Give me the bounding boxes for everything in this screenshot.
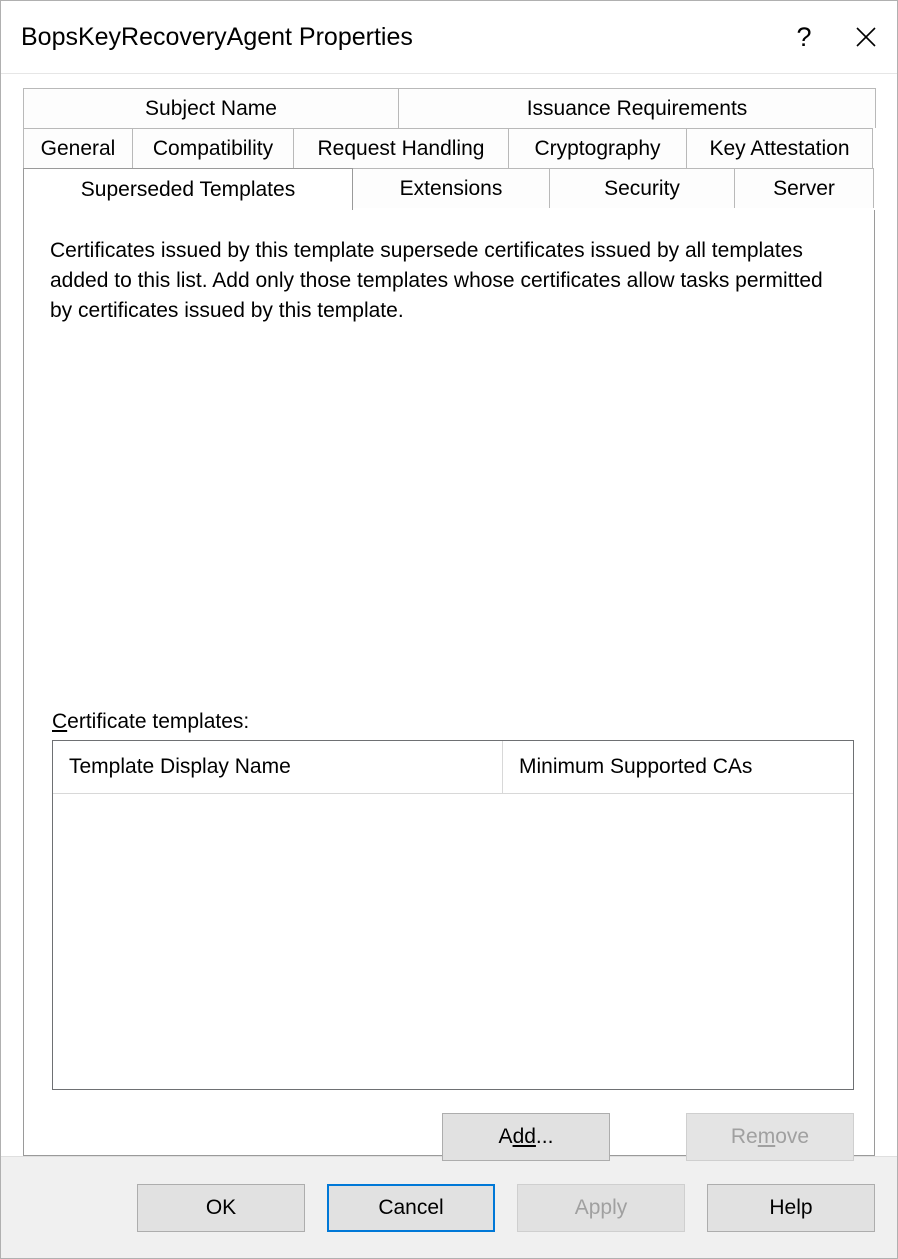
column-header-template-display-name[interactable]: Template Display Name — [53, 741, 503, 793]
help-button[interactable] — [773, 2, 835, 73]
add-button[interactable] — [442, 1113, 610, 1161]
list-header-row — [53, 741, 853, 794]
title-bar — [1, 1, 897, 74]
certificate-templates-label — [52, 710, 249, 734]
column-header-minimum-supported-cas[interactable]: Minimum Supported CAs — [519, 755, 753, 778]
tab-row-1 — [23, 88, 875, 128]
list-body[interactable] — [53, 794, 853, 1090]
tab-subject-name[interactable]: Subject Name — [23, 88, 399, 128]
tab-row-3 — [23, 168, 875, 210]
label-accel-char: C — [52, 710, 68, 733]
cancel-button[interactable]: Cancel — [327, 1184, 495, 1232]
remove-button[interactable] — [686, 1113, 854, 1161]
tab-row-2 — [23, 128, 875, 168]
tab-superseded-templates[interactable]: Superseded Templates — [23, 168, 353, 210]
remove-label-post: ove — [775, 1125, 810, 1148]
tab-extensions[interactable]: Extensions — [352, 168, 550, 208]
tab-cryptography[interactable]: Cryptography — [508, 128, 687, 168]
close-icon — [854, 25, 878, 49]
tab-compatibility[interactable]: Compatibility — [132, 128, 294, 168]
ok-button[interactable]: OK — [137, 1184, 305, 1232]
tab-strip — [1, 74, 897, 210]
add-label-pre: A — [498, 1125, 513, 1148]
tab-request-handling[interactable]: Request Handling — [293, 128, 509, 168]
apply-button[interactable]: Apply — [517, 1184, 685, 1232]
question-mark-icon: ? — [796, 21, 812, 52]
tab-server[interactable]: Server — [734, 168, 874, 208]
remove-label-pre: Re — [730, 1125, 758, 1148]
description-text: Certificates issued by this template supersede certificates issued by all templates added to this list. Add only those templates whose certificates allow tasks permitted by certificates issued by this template. — [50, 239, 823, 322]
certificate-templates-list[interactable] — [52, 740, 854, 1090]
window-title: BopsKeyRecoveryAgent Properties — [21, 22, 413, 51]
tab-issuance-requirements[interactable]: Issuance Requirements — [398, 88, 876, 128]
tab-general[interactable]: General — [23, 128, 133, 168]
tab-key-attestation[interactable]: Key Attestation — [686, 128, 873, 168]
add-label-accel: dd — [512, 1125, 536, 1148]
dialog-footer — [1, 1156, 897, 1258]
remove-label-accel: m — [757, 1125, 776, 1148]
add-label-post: ... — [535, 1125, 554, 1148]
label-rest: ertificate templates: — [67, 710, 250, 733]
close-button[interactable] — [835, 2, 897, 73]
help-text-button[interactable]: Help — [707, 1184, 875, 1232]
tab-security[interactable]: Security — [549, 168, 735, 208]
tab-page-superseded-templates — [23, 210, 875, 1156]
